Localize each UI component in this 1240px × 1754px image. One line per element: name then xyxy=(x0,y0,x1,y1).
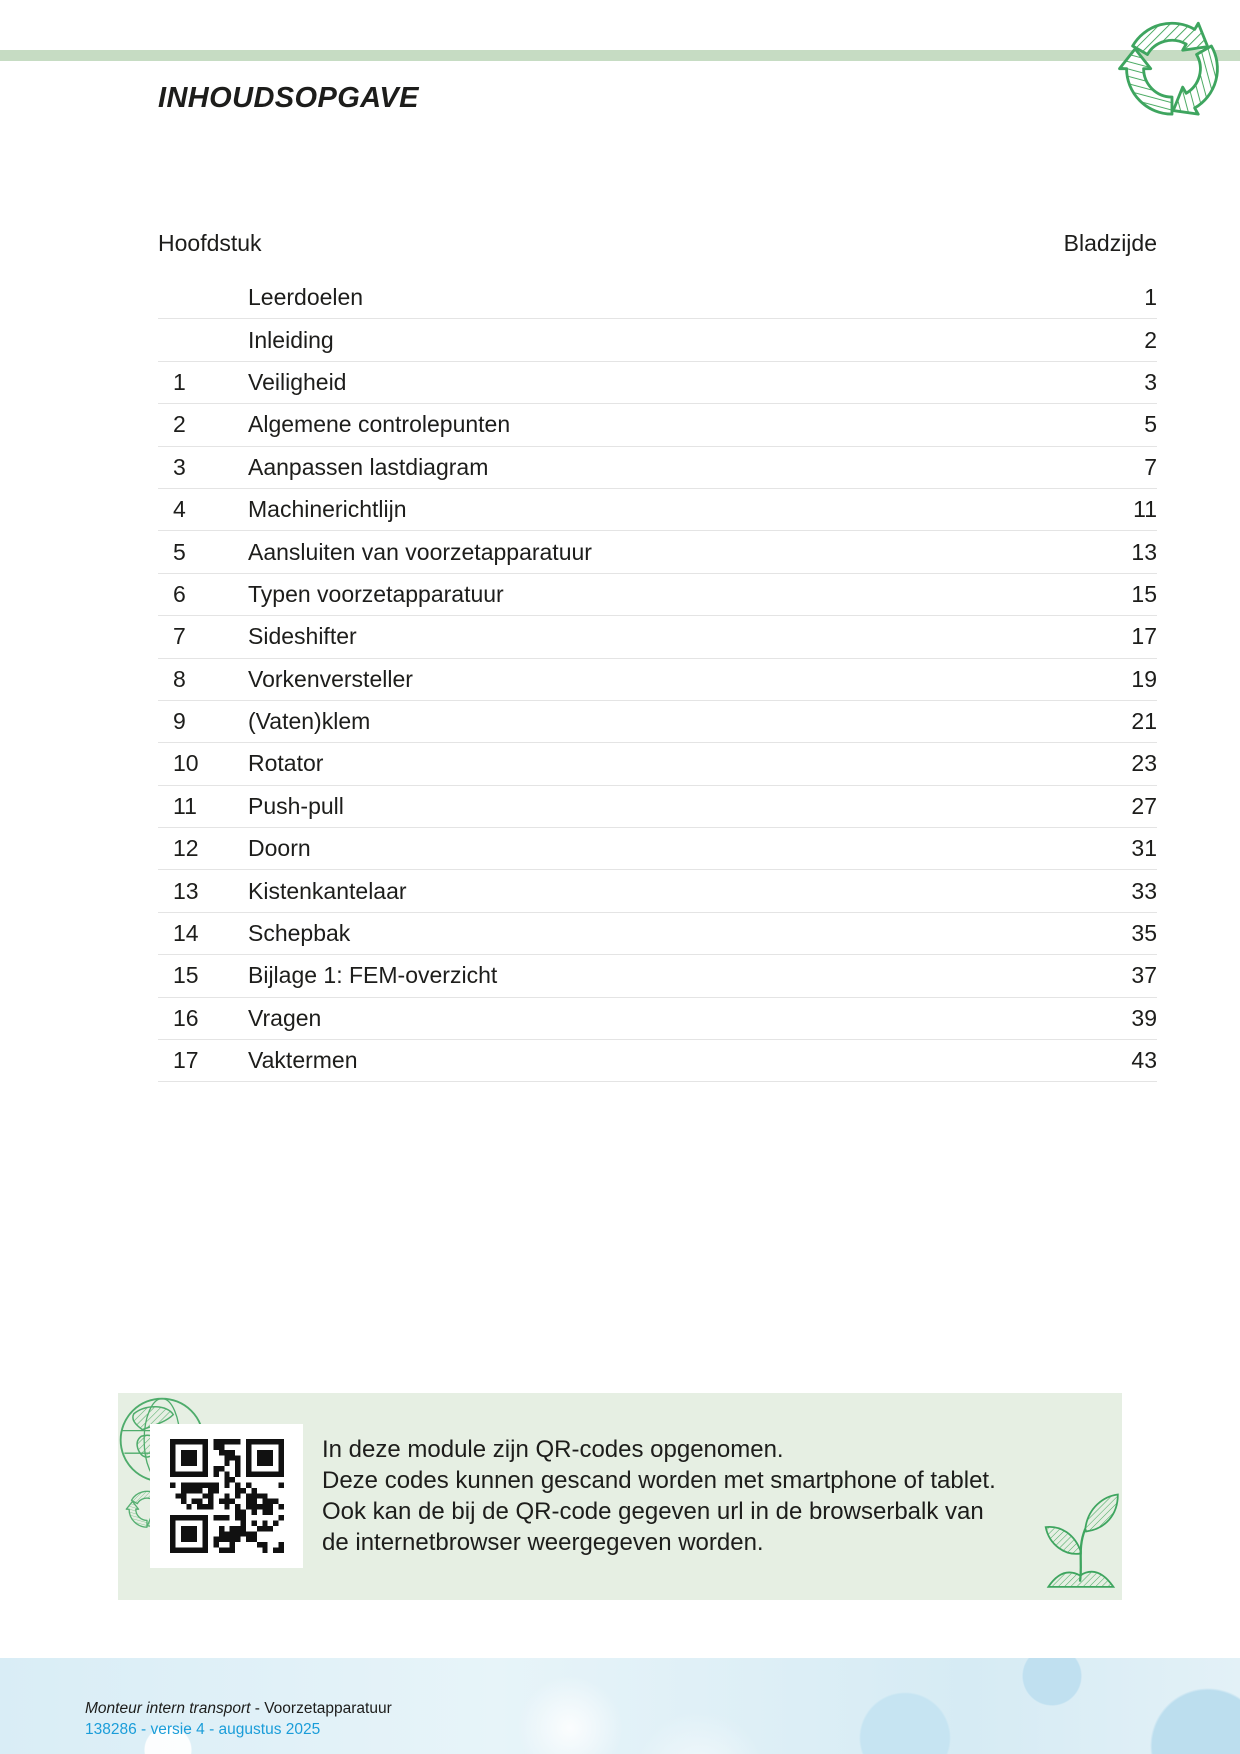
toc-header-page: Bladzijde xyxy=(1063,230,1157,256)
toc-row-page: 21 xyxy=(1131,708,1157,735)
toc-row-page: 7 xyxy=(1144,453,1157,480)
toc-row xyxy=(158,404,1157,446)
toc-row-number: 5 xyxy=(173,538,186,565)
toc-row-page: 5 xyxy=(1144,411,1157,438)
toc-row xyxy=(158,447,1157,489)
toc-row-number: 6 xyxy=(173,580,186,607)
seedling-icon xyxy=(1036,1475,1122,1595)
toc-row xyxy=(158,277,1157,319)
toc-row xyxy=(158,659,1157,701)
toc-row-title: (Vaten)klem xyxy=(248,708,371,735)
qr-card xyxy=(150,1424,303,1568)
toc-row-title: Aanpassen lastdiagram xyxy=(248,453,489,480)
toc-row-number: 4 xyxy=(173,496,186,523)
toc-row xyxy=(158,489,1157,531)
footer-module-suffix: - Voorzetapparatuur xyxy=(250,1700,392,1717)
toc-row-page: 33 xyxy=(1131,877,1157,904)
toc-row xyxy=(158,362,1157,404)
page-footer xyxy=(0,1658,1240,1754)
toc-row-number: 10 xyxy=(173,750,199,777)
qr-info-panel xyxy=(118,1393,1122,1600)
toc-row-number: 12 xyxy=(173,835,199,862)
qr-info-line: Deze codes kunnen gescand worden met smartphone of tablet. xyxy=(322,1467,996,1494)
toc-row-number: 15 xyxy=(173,962,199,989)
toc-row-page: 11 xyxy=(1133,496,1157,523)
toc-row-number: 2 xyxy=(173,411,186,438)
toc-row xyxy=(158,701,1157,743)
toc-row-page: 27 xyxy=(1131,792,1157,819)
toc-row-number: 3 xyxy=(173,453,186,480)
qr-info-text xyxy=(322,1434,996,1558)
toc-row-page: 37 xyxy=(1131,962,1157,989)
toc-row-title: Veiligheid xyxy=(248,368,347,395)
toc-row-page: 13 xyxy=(1131,538,1157,565)
toc-row-number: 8 xyxy=(173,665,186,692)
toc-row-title: Vragen xyxy=(248,1004,322,1031)
toc-row-page: 2 xyxy=(1144,326,1157,353)
toc-row-title: Typen voorzetapparatuur xyxy=(248,580,504,607)
toc-row xyxy=(158,998,1157,1040)
qr-info-line: de internetbrowser weergegeven worden. xyxy=(322,1529,764,1556)
toc-row-title: Vaktermen xyxy=(248,1047,358,1074)
toc-header-chapter: Hoofdstuk xyxy=(158,230,262,256)
toc-row-title: Bijlage 1: FEM-overzicht xyxy=(248,962,498,989)
toc-header xyxy=(158,230,1157,257)
toc-row-number: 16 xyxy=(173,1004,199,1031)
toc-row xyxy=(158,574,1157,616)
toc-row xyxy=(158,531,1157,573)
toc-row-page: 15 xyxy=(1131,580,1157,607)
toc-row-title: Vorkenversteller xyxy=(248,665,413,692)
toc-row xyxy=(158,743,1157,785)
toc-row xyxy=(158,319,1157,361)
toc-row-number: 9 xyxy=(173,708,186,735)
recycle-icon xyxy=(1086,0,1240,134)
toc-row-number: 14 xyxy=(173,920,199,947)
toc-row-number: 1 xyxy=(173,368,186,395)
toc-body xyxy=(158,277,1157,1082)
toc-row xyxy=(158,786,1157,828)
toc-row-page: 43 xyxy=(1131,1047,1157,1074)
toc-row xyxy=(158,955,1157,997)
footer-module-name: Monteur intern transport xyxy=(85,1700,251,1717)
toc-row-page: 3 xyxy=(1144,368,1157,395)
footer-module-title xyxy=(85,1698,392,1719)
toc-row-number: 13 xyxy=(173,877,199,904)
toc-row-title: Rotator xyxy=(248,750,324,777)
toc-row-page: 19 xyxy=(1131,665,1157,692)
toc-row-title: Leerdoelen xyxy=(248,284,364,311)
toc-row-number: 17 xyxy=(173,1047,199,1074)
toc-row xyxy=(158,870,1157,912)
toc-row-title: Inleiding xyxy=(248,326,334,353)
toc-row-title: Push-pull xyxy=(248,792,344,819)
toc-row-page: 23 xyxy=(1131,750,1157,777)
toc-row-number: 7 xyxy=(173,623,186,650)
header-rule xyxy=(0,50,1240,61)
toc-row-title: Sideshifter xyxy=(248,623,357,650)
toc-row-page: 1 xyxy=(1144,284,1157,311)
toc-row xyxy=(158,828,1157,870)
qr-code xyxy=(170,1439,284,1553)
toc-row-title: Machinerichtlijn xyxy=(248,496,407,523)
toc-row-title: Algemene controlepunten xyxy=(248,411,511,438)
toc-row xyxy=(158,913,1157,955)
footer-text xyxy=(85,1698,392,1740)
toc-row-page: 39 xyxy=(1131,1004,1157,1031)
toc-row-title: Aansluiten van voorzetapparatuur xyxy=(248,538,592,565)
toc-row xyxy=(158,1040,1157,1082)
toc-row-page: 35 xyxy=(1131,920,1157,947)
qr-info-line: Ook kan de bij de QR-code gegeven url in de browserbalk van xyxy=(322,1498,984,1525)
toc-row-page: 17 xyxy=(1131,623,1157,650)
toc-row xyxy=(158,616,1157,658)
toc-row-number: 11 xyxy=(173,792,197,819)
toc-row-title: Kistenkantelaar xyxy=(248,877,407,904)
toc-row-page: 31 xyxy=(1131,835,1157,862)
page-title: INHOUDSOPGAVE xyxy=(158,82,419,114)
toc-row-title: Schepbak xyxy=(248,920,351,947)
footer-version: 138286 - versie 4 - augustus 2025 xyxy=(85,1721,321,1738)
qr-info-line: In deze module zijn QR-codes opgenomen. xyxy=(322,1436,784,1463)
toc-row-title: Doorn xyxy=(248,835,311,862)
